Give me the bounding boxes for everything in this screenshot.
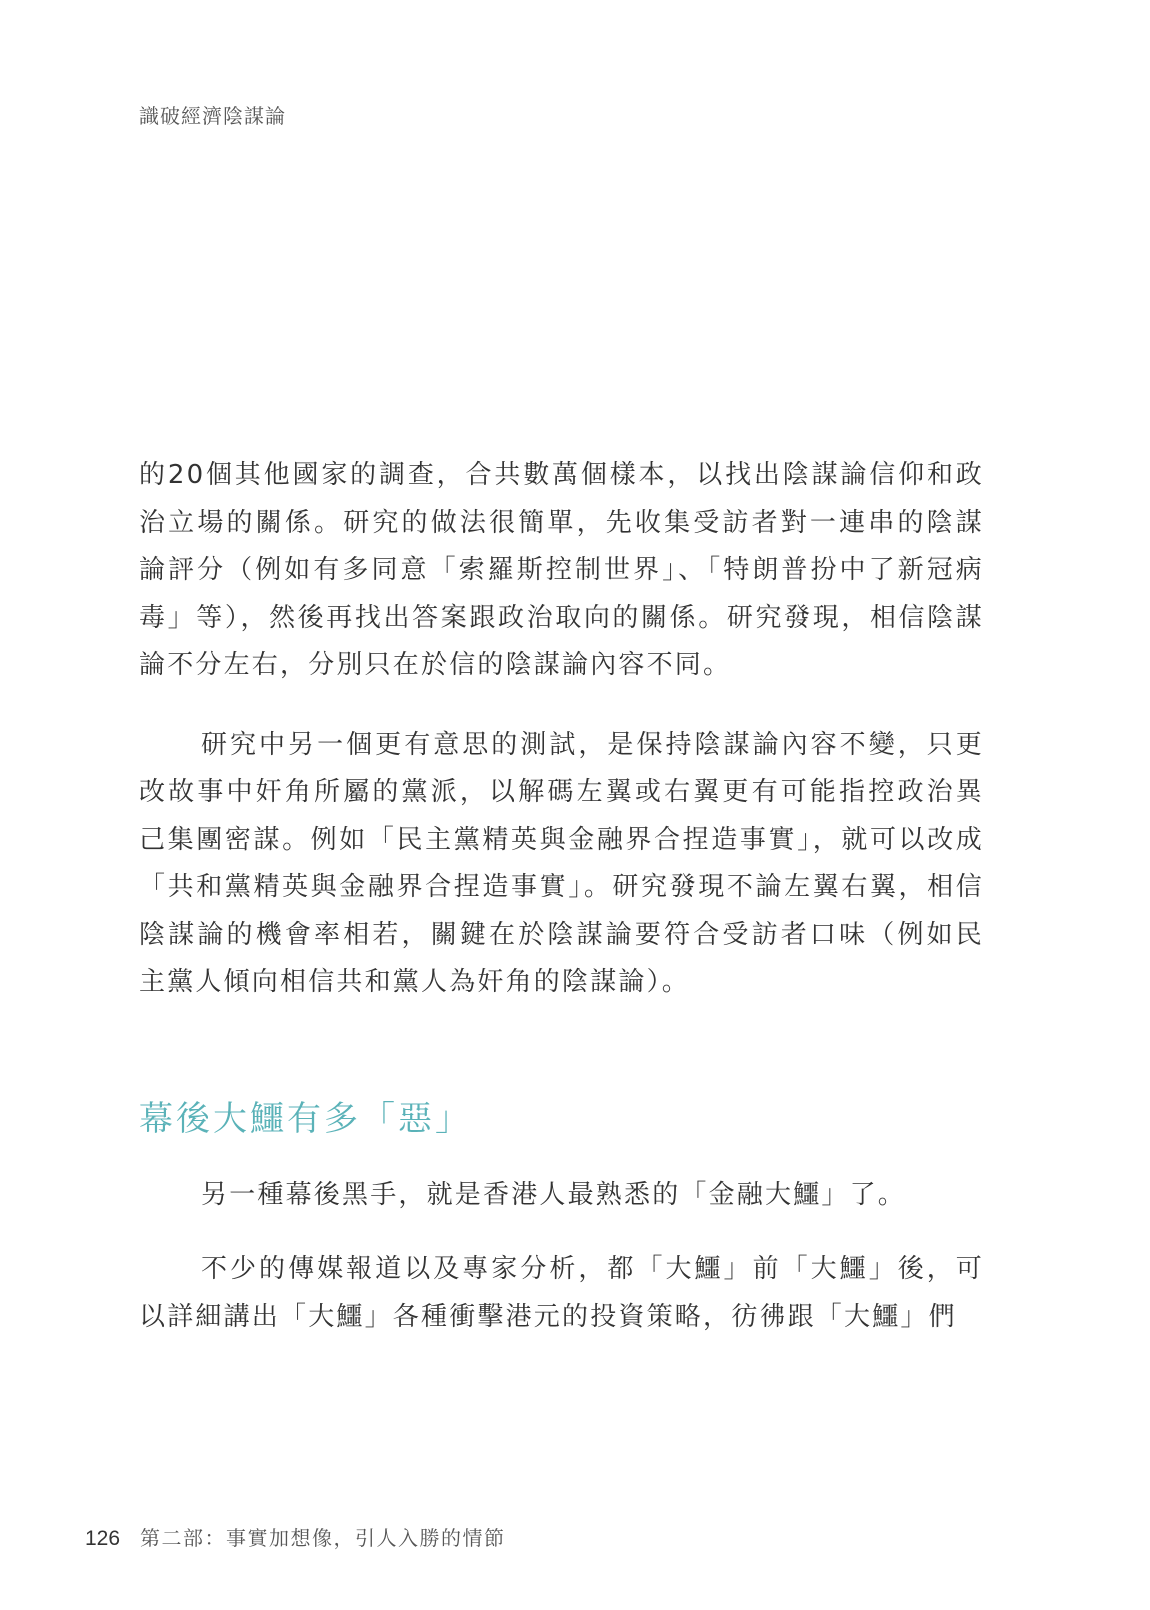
paragraph: 的20個其他國家的調查，合共數萬個樣本，以找出陰謀論信仰和政治立場的關係。研究的做法很簡單，先收集受訪者對一連串的陰謀論評分（例如有多同意「索羅斯控制世界」、「特朗普扮中了新冠病毒」等），然後再找出答案跟政治取向的關係。研究發現，相信陰謀論不分左右，分別只在於信的陰謀論內容不同。 <box>139 460 984 680</box>
running-head: 識破經濟陰謀論 <box>139 104 286 128</box>
part-title: 第二部：事實加想像，引人入勝的情節 <box>140 1526 506 1550</box>
section-heading: 幕後大鱷有多「惡」 <box>139 1098 472 1139</box>
paragraph: 另一種幕後黑手，就是香港人最熟悉的「金融大鱷」了。 <box>201 1179 907 1210</box>
page-footer <box>85 1522 506 1551</box>
page-number: 126 <box>85 1527 121 1550</box>
body-text <box>139 452 984 1341</box>
paragraph: 不少的傳媒報道以及專家分析，都「大鱷」前「大鱷」後，可以詳細講出「大鱷」各種衝擊港元的投資策略，彷彿跟「大鱷」們 <box>139 1254 984 1332</box>
paragraph: 研究中另一個更有意思的測試，是保持陰謀論內容不變，只更改故事中奸角所屬的黨派，以解碼左翼或右翼更有可能指控政治異己集團密謀。例如「民主黨精英與金融界合捏造事實」，就可以改成「共和黨精英與金融界合捏造事實」。研究發現不論左翼右翼，相信陰謀論的機會率相若，關鍵在於陰謀論要符合受訪者口味（例如民主黨人傾向相信共和黨人為奸角的陰謀論）。 <box>139 729 984 997</box>
